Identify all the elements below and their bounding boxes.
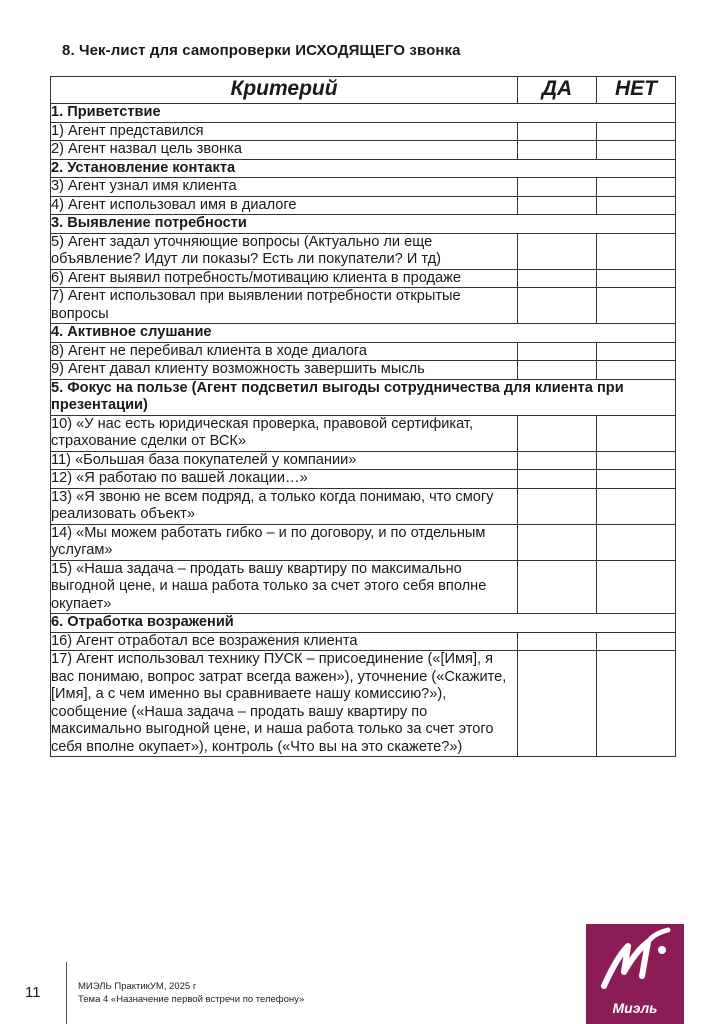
section-row [51, 379, 676, 415]
no-checkbox-cell[interactable] [597, 560, 676, 614]
section-title: 2. Установление контакта [51, 159, 676, 178]
no-checkbox-cell[interactable] [597, 342, 676, 361]
no-checkbox-cell[interactable] [597, 632, 676, 651]
section-row [51, 614, 676, 633]
criterion-text: 15) «Наша задача – продать вашу квартиру по максимально выгодной цене, и наша работа только за счет этого себя вполне окупает» [51, 560, 518, 614]
no-checkbox-cell[interactable] [597, 141, 676, 160]
no-checkbox-cell[interactable] [597, 524, 676, 560]
yes-checkbox-cell[interactable] [518, 524, 597, 560]
criterion-text: 13) «Я звоню не всем подряд, а только когда понимаю, что смогу реализовать объект» [51, 488, 518, 524]
page-number: 11 [25, 984, 41, 1001]
section-row [51, 215, 676, 234]
yes-checkbox-cell[interactable] [518, 178, 597, 197]
section-title: 6. Отработка возражений [51, 614, 676, 633]
footer-line-2: Тема 4 «Назначение первой встречи по телефону» [78, 994, 305, 1005]
yes-checkbox-cell[interactable] [518, 288, 597, 324]
section-title: 3. Выявление потребности [51, 215, 676, 234]
criterion-row [51, 488, 676, 524]
no-checkbox-cell[interactable] [597, 122, 676, 141]
criterion-text: 2) Агент назвал цель звонка [51, 141, 518, 160]
section-title: 1. Приветствие [51, 104, 676, 123]
no-checkbox-cell[interactable] [597, 488, 676, 524]
criterion-text: 12) «Я работаю по вашей локации…» [51, 470, 518, 489]
criterion-row [51, 560, 676, 614]
footer-divider [66, 962, 67, 1024]
yes-checkbox-cell[interactable] [518, 141, 597, 160]
yes-checkbox-cell[interactable] [518, 269, 597, 288]
criterion-text: 6) Агент выявил потребность/мотивацию клиента в продаже [51, 269, 518, 288]
yes-checkbox-cell[interactable] [518, 451, 597, 470]
yes-checkbox-cell[interactable] [518, 488, 597, 524]
section-row [51, 324, 676, 343]
miel-logo [586, 924, 684, 1024]
no-checkbox-cell[interactable] [597, 178, 676, 197]
yes-checkbox-cell[interactable] [518, 470, 597, 489]
criterion-row [51, 342, 676, 361]
criterion-text: 17) Агент использовал технику ПУСК – присоединение («[Имя], я вас понимаю, вопрос затрат всегда важен»), уточнение («Скажите, [Имя], а с чем именно вы сравниваете нашу комиссию?»), сообщение («Наша задача – продать вашу квартиру по максимально выгодной цене, и наша работа только за счет этого себя вполне окупает»), контроль («Что вы на это скажете?») [51, 651, 518, 757]
criterion-text: 11) «Большая база покупателей у компании» [51, 451, 518, 470]
criterion-text: 1) Агент представился [51, 122, 518, 141]
yes-checkbox-cell[interactable] [518, 342, 597, 361]
checklist-body [51, 104, 676, 757]
criterion-row [51, 524, 676, 560]
no-checkbox-cell[interactable] [597, 196, 676, 215]
yes-checkbox-cell[interactable] [518, 196, 597, 215]
section-row [51, 104, 676, 123]
section-title: 4. Активное слушание [51, 324, 676, 343]
no-checkbox-cell[interactable] [597, 415, 676, 451]
criterion-row [51, 451, 676, 470]
logo-caption: Миэль [612, 1000, 658, 1016]
no-checkbox-cell[interactable] [597, 233, 676, 269]
criterion-row [51, 233, 676, 269]
section-title: 5. Фокус на пользе (Агент подсветил выгоды сотрудничества для клиента при презентации) [51, 379, 676, 415]
criterion-row [51, 415, 676, 451]
criterion-text: 5) Агент задал уточняющие вопросы (Актуально ли еще объявление? Идут ли показы? Есть ли покупатели? И тд) [51, 233, 518, 269]
criterion-text: 7) Агент использовал при выявлении потребности открытые вопросы [51, 288, 518, 324]
checklist-table [50, 76, 676, 757]
yes-checkbox-cell[interactable] [518, 651, 597, 757]
no-checkbox-cell[interactable] [597, 451, 676, 470]
criterion-text: 9) Агент давал клиенту возможность завершить мысль [51, 361, 518, 380]
yes-checkbox-cell[interactable] [518, 632, 597, 651]
criterion-text: 10) «У нас есть юридическая проверка, правовой сертификат, страхование сделки от ВСК» [51, 415, 518, 451]
no-checkbox-cell[interactable] [597, 361, 676, 380]
no-checkbox-cell[interactable] [597, 470, 676, 489]
table-header-row [51, 77, 676, 104]
yes-checkbox-cell[interactable] [518, 122, 597, 141]
criterion-row [51, 361, 676, 380]
header-yes: ДА [518, 77, 597, 104]
section-row [51, 159, 676, 178]
criterion-row [51, 141, 676, 160]
document-title: 8. Чек-лист для самопроверки ИСХОДЯЩЕГО звонка [62, 42, 461, 59]
no-checkbox-cell[interactable] [597, 269, 676, 288]
yes-checkbox-cell[interactable] [518, 415, 597, 451]
criterion-text: 16) Агент отработал все возражения клиента [51, 632, 518, 651]
criterion-row [51, 288, 676, 324]
header-no: НЕТ [597, 77, 676, 104]
yes-checkbox-cell[interactable] [518, 560, 597, 614]
no-checkbox-cell[interactable] [597, 288, 676, 324]
criterion-text: 4) Агент использовал имя в диалоге [51, 196, 518, 215]
footer-line-1: МИЭЛЬ ПрактикУМ, 2025 г [78, 981, 197, 992]
criterion-row [51, 196, 676, 215]
criterion-row [51, 269, 676, 288]
criterion-row [51, 632, 676, 651]
criterion-row [51, 178, 676, 197]
criterion-row [51, 470, 676, 489]
no-checkbox-cell[interactable] [597, 651, 676, 757]
criterion-row [51, 122, 676, 141]
header-criterion: Критерий [51, 77, 518, 104]
criterion-text: 8) Агент не перебивал клиента в ходе диалога [51, 342, 518, 361]
criterion-row [51, 651, 676, 757]
yes-checkbox-cell[interactable] [518, 361, 597, 380]
criterion-text: 14) «Мы можем работать гибко – и по договору, и по отдельным услугам» [51, 524, 518, 560]
criterion-text: 3) Агент узнал имя клиента [51, 178, 518, 197]
footer-text [78, 980, 304, 1006]
yes-checkbox-cell[interactable] [518, 233, 597, 269]
miel-logo-mark-icon [586, 924, 684, 1004]
